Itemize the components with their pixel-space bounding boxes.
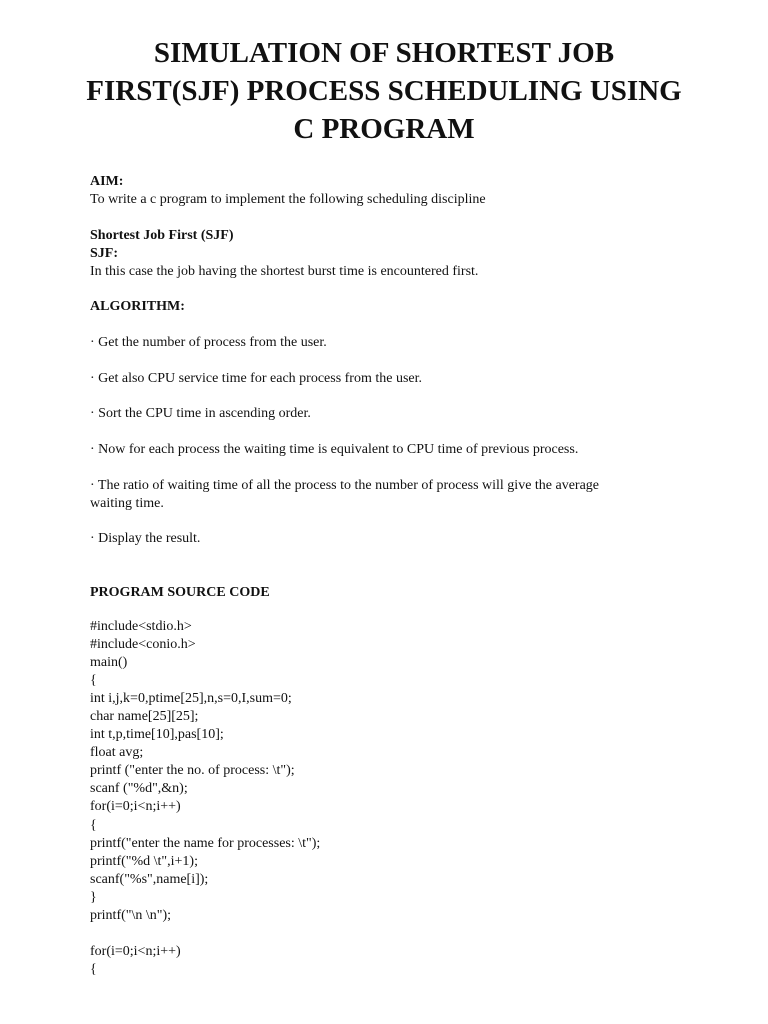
title-line: C PROGRAM [293,113,475,145]
code-line-blank [90,925,320,943]
aim-text: To write a c program to implement the following scheduling discipline [90,192,486,207]
algorithm-step: · Get the number of process from the user. [90,335,327,350]
code-line: { [90,817,97,833]
code-line: printf ("enter the no. of process: \t"); [90,763,295,779]
code-line: float avg; [90,745,144,761]
code-line: main() [90,655,128,671]
code-line: for(i=0;i<n;i++) [90,943,181,959]
code-line: printf("\n \n"); [90,907,172,923]
code-line: char name[25][25]; [90,709,199,725]
code-line: printf("enter the name for processes: \t"); [90,835,321,851]
title-line: FIRST(SJF) PROCESS SCHEDULING USING [86,75,682,107]
sjf-heading: Shortest Job First (SJF) [90,228,234,243]
algorithm-step: · The ratio of waiting time of all the process to the number of process will give the average [90,478,600,493]
algorithm-step: · Now for each process the waiting time is equivalent to CPU time of previous process. [90,442,579,457]
code-line: scanf ("%d",&n); [90,781,188,797]
sjf-text: In this case the job having the shortest burst time is encountered first. [90,264,479,279]
code-line: { [90,961,97,977]
source-code-heading: PROGRAM SOURCE CODE [90,585,270,600]
code-line: int i,j,k=0,ptime[25],n,s=0,I,sum=0; [90,691,292,707]
algorithm-step: · Display the result. [90,531,201,546]
code-line: { [90,673,97,689]
sjf-label: SJF: [90,246,118,261]
algorithm-heading: ALGORITHM: [90,299,185,314]
code-line: for(i=0;i<n;i++) [90,799,181,815]
document-title [40,34,728,148]
source-code-block [90,618,320,979]
aim-heading: AIM: [90,174,124,189]
code-line: #include<conio.h> [90,637,196,653]
title-line: SIMULATION OF SHORTEST JOB [153,37,615,69]
algorithm-step: · Get also CPU service time for each process from the user. [90,371,423,386]
algorithm-step: · Sort the CPU time in ascending order. [90,406,311,421]
code-line: scanf("%s",name[i]); [90,871,209,887]
code-line: int t,p,time[10],pas[10]; [90,727,224,743]
code-line: } [90,889,97,905]
code-line: #include<stdio.h> [90,619,192,634]
algorithm-step-continued: waiting time. [90,496,164,511]
code-line: printf("%d \t",i+1); [90,853,198,869]
